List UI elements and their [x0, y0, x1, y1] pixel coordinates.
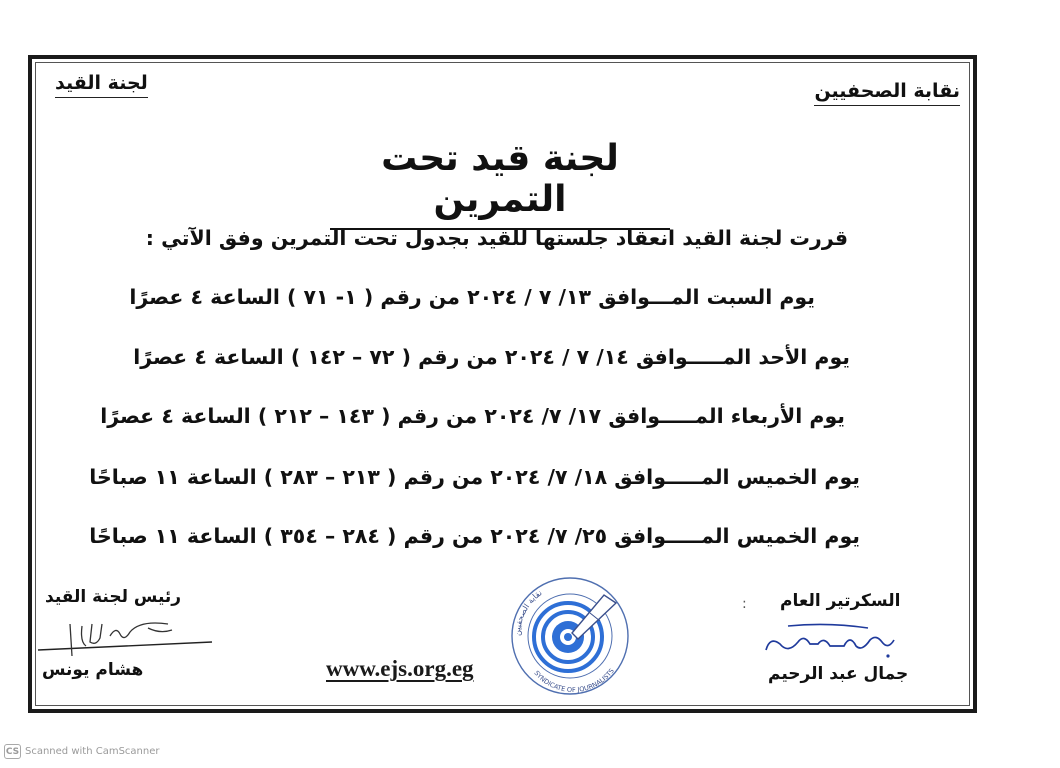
schedule-item: يوم الخميس المـــــوافق ٢٥/ ٧/ ٢٠٢٤ من رقم ( ٢٨٤ – ٣٥٤ ) الساعة ١١ صباحًا	[89, 524, 860, 548]
header-committee-name: لجنة القيد	[55, 72, 148, 98]
schedule-item: يوم الأربعاء المـــــوافق ١٧/ ٧/ ٢٠٢٤ من رقم ( ١٤٣ – ٢١٢ ) الساعة ٤ عصرًا	[100, 404, 845, 428]
website-link[interactable]: www.ejs.org.eg	[326, 656, 474, 681]
chair-signature-icon	[30, 612, 220, 662]
secretary-general-name: جمال عبد الرحيم	[768, 664, 909, 684]
intro-text: قررت لجنة القيد انعقاد جلستها للقيد بجدول تحت التمرين وفق الآتي :	[145, 226, 848, 250]
committee-chair-name: هشام يونس	[42, 660, 144, 680]
secretary-signature-icon	[758, 620, 908, 662]
colon-mark: :	[742, 596, 747, 612]
schedule-item: يوم الأحد المـــــوافق ١٤/ ٧ / ٢٠٢٤ من رقم ( ٧٢ – ١٤٢ ) الساعة ٤ عصرًا	[133, 345, 850, 369]
seal-english-text: SYNDICATE OF JOURNALISTS	[532, 667, 616, 695]
syndicate-seal-icon	[504, 573, 636, 699]
page-title: لجنة قيد تحت التمرين	[330, 138, 670, 230]
seal-arabic-text: نقابة الصحفيين	[512, 588, 544, 637]
schedule-item: يوم الخميس المـــــوافق ١٨/ ٧/ ٢٠٢٤ من رقم ( ٢١٣ – ٢٨٣ ) الساعة ١١ صباحًا	[89, 465, 860, 489]
camscanner-logo-icon: CS	[4, 744, 21, 759]
header-syndicate-name: نقابة الصحفيين	[814, 80, 960, 106]
committee-chair-title: رئيس لجنة القيد	[45, 587, 182, 607]
secretary-general-title: السكرتير العام	[780, 591, 901, 611]
scanner-watermark	[4, 744, 160, 759]
schedule-item: يوم السبت المـــوافق ١٣/ ٧ / ٢٠٢٤ من رقم ( ١- ٧١ ) الساعة ٤ عصرًا	[129, 285, 815, 309]
watermark-text: Scanned with CamScanner	[25, 746, 160, 757]
